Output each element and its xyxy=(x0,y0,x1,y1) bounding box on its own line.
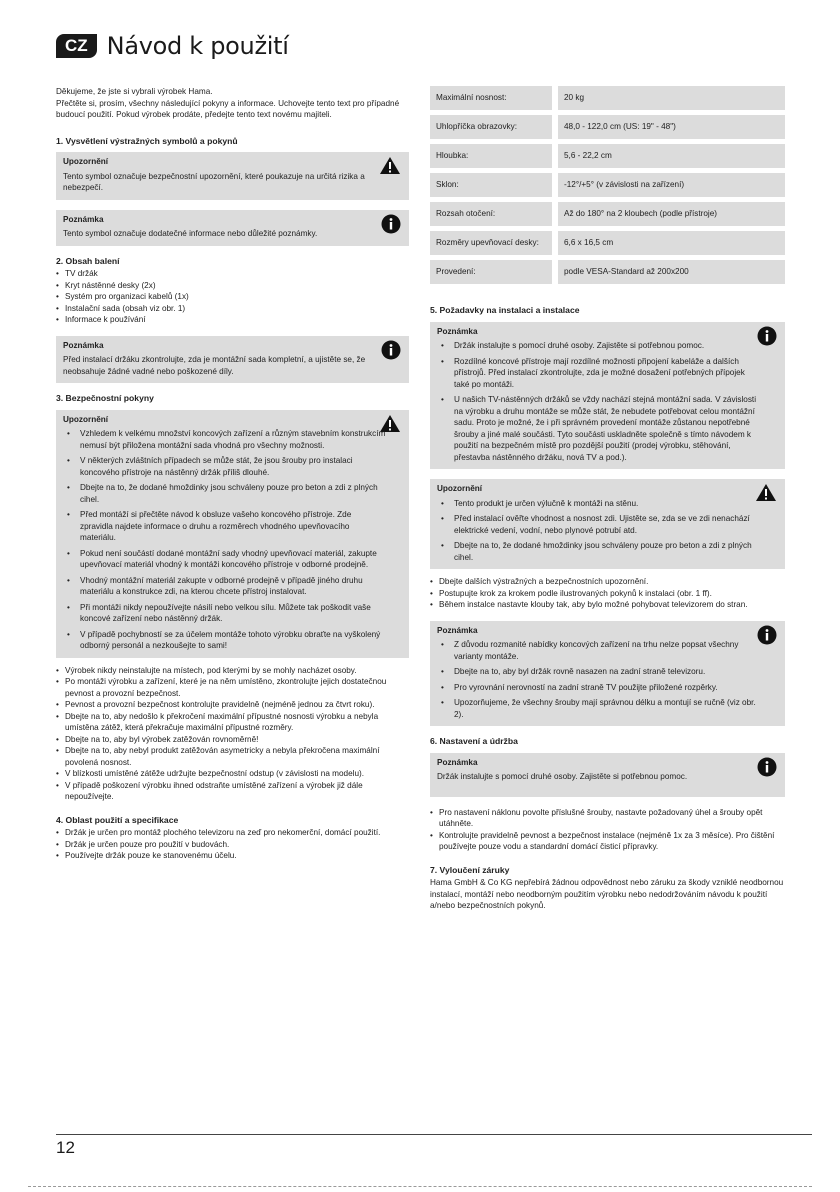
box-text: Tento symbol označuje dodatečné informace nebo důležité poznámky. xyxy=(63,229,318,238)
intro-line: Děkujeme, že jste si vybrali výrobek Hama. xyxy=(56,87,213,96)
box-heading: Upozornění xyxy=(437,484,483,493)
list-item: • Systém pro organizaci kabelů (1x) xyxy=(56,291,409,303)
note-list xyxy=(437,639,778,720)
note-box xyxy=(430,322,785,470)
list-item: • V některých zvláštních případech se může stát, že jsou šrouby pro instalaci koncového přístroje na nástěnný držák příliš dlouhé. xyxy=(63,455,386,478)
list-item: • TV držák xyxy=(56,268,409,280)
spec-key: Maximální nosnost: xyxy=(430,86,555,113)
spec-key: Hloubka: xyxy=(430,142,555,171)
specifications-table xyxy=(430,86,785,289)
spec-value: -12°/+5° (v závislosti na zařízení) xyxy=(555,171,785,200)
section-title: 4. Oblast použití a specifikace xyxy=(56,814,179,825)
language-badge: CZ xyxy=(56,34,97,58)
spec-key: Sklon: xyxy=(430,171,555,200)
box-heading: Upozornění xyxy=(63,157,109,166)
section-title: 7. Vyloučení záruky xyxy=(430,864,510,875)
note-box xyxy=(56,336,409,384)
safety-list xyxy=(56,665,409,803)
note-box xyxy=(56,210,409,246)
table-row xyxy=(430,113,785,142)
spec-key: Rozsah otočení: xyxy=(430,200,555,229)
list-item: • V blízkosti umístěné zátěže udržujte bezpečnostní odstup (v závislosti na modelu). xyxy=(56,768,409,780)
table-row xyxy=(430,142,785,171)
spec-value: podle VESA-Standard až 200x200 xyxy=(555,258,785,287)
list-item: • Před montáží si přečtěte návod k obsluze vašeho koncového přístroje. Zde zpravidla najdete informace o druhu a rozměrech vhodného upevňovacího materiálu. xyxy=(63,509,386,544)
list-item: • Dbejte na to, aby byl držák rovně nasazen na zadní straně televizoru. xyxy=(437,666,762,678)
right-column xyxy=(430,86,785,912)
spec-value: Až do 180° na 2 kloubech (podle přístroje) xyxy=(555,200,785,229)
list-item: • Při montáži nikdy nepoužívejte násilí nebo velkou sílu. Můžete tak poškodit vaše koncové zařízení nebo nástěnný držák. xyxy=(63,602,386,625)
list-item: • Dbejte na to, aby nedošlo k překročení maximální přípustné nosnosti výrobku a nebyla umístěna zátěž, která překračuje maximální přípustné rozměry. xyxy=(56,711,409,734)
list-item: • Kontrolujte pravidelně pevnost a bezpečnost instalace (nejméně 1x za 3 měsíce). Pro čištění používejte pouze vodu a standardní domácí čisticí přípravky. xyxy=(430,830,785,853)
list-item: • Výrobek nikdy neinstalujte na místech, pod kterými by se mohly nacházet osoby. xyxy=(56,665,409,677)
crop-line xyxy=(28,1186,812,1187)
table-row xyxy=(430,229,785,258)
list-item: • Upozorňujeme, že všechny šrouby mají správnou délku a montují se ručně (viz obr. 2). xyxy=(437,697,762,720)
box-heading: Poznámka xyxy=(63,340,104,350)
list-item: • Pro vyrovnání nerovností na zadní straně TV použijte přiložené rozpěrky. xyxy=(437,682,762,694)
list-item: • Dbejte dalších výstražných a bezpečnostních upozornění. xyxy=(430,576,785,588)
spec-key: Provedení: xyxy=(430,258,555,287)
warning-box xyxy=(430,479,785,569)
box-heading: Poznámka xyxy=(437,757,478,767)
list-item: • Rozdílné koncové přístroje mají rozdílné možnosti připojení kabeláže a dalších přístrojů. Před instalací zkontrolujte, zda je možné dosažení potřebných přípojek také po montáži. xyxy=(437,356,762,391)
box-heading: Poznámka xyxy=(437,326,478,336)
list-item: • Instalační sada (obsah viz obr. 1) xyxy=(56,303,409,315)
list-item: • Držák je určen pro montáž plochého televizoru na zeď pro nekomerční, domácí použití. xyxy=(56,827,409,839)
warning-box xyxy=(56,410,409,658)
list-item: • Vzhledem k velkému množství koncových zařízení a různým stavebním konstrukcím nemusí být přiložena montážní sada vhodná pro všechny možnosti. xyxy=(63,428,386,451)
usage-list xyxy=(56,827,409,862)
info-icon xyxy=(381,340,401,360)
table-row xyxy=(430,171,785,200)
warning-triangle-icon xyxy=(379,156,401,175)
warning-list xyxy=(437,498,778,564)
box-heading: Upozornění xyxy=(63,414,109,424)
list-item: • Pro nastavení náklonu povolte příslušné šrouby, nastavte požadovaný úhel a šrouby opět utáhněte. xyxy=(430,807,785,830)
list-item: • Dbejte na to, že dodané hmoždinky jsou schváleny pouze pro beton a zdi z plných cihel. xyxy=(63,482,386,505)
package-contents-list xyxy=(56,268,409,326)
table-row xyxy=(430,258,785,287)
section-title: 6. Nastavení a údržba xyxy=(430,736,518,746)
spec-key: Rozměry upevňovací desky: xyxy=(430,229,555,258)
list-item: • Vhodný montážní materiál zakupte v odborné prodejně v případě jiného druhu materiálu a konstrukce zdi, na kterou chcete přístroj instalovat. xyxy=(63,575,386,598)
list-item: • Informace k používání xyxy=(56,314,409,326)
list-item: • V případě pochybností se za účelem montáže tohoto výrobku obraťte na vyškolený odborný personál a nezkoušejte to sami! xyxy=(63,629,386,652)
warranty-text: Hama GmbH & Co KG nepřebírá žádnou odpovědnost nebo záruku za škody vzniklé neodbornou instalací, montáží nebo neodborným použitím výrobku nebo nedodržováním návodu k použití a/nebo bezpečnostních pokynů. xyxy=(430,878,784,910)
section-title: 5. Požadavky na instalaci a instalace xyxy=(430,305,580,315)
intro-line: Přečtěte si, prosím, všechny následující pokyny a informace. Uchovejte tento text pro případné budoucí použití. Pokud výrobek prodáte, předejte tento text novému majiteli. xyxy=(56,98,400,119)
spec-value: 6,6 x 16,5 cm xyxy=(555,229,785,258)
box-text: Před instalací držáku zkontrolujte, zda je montážní sada kompletní, a ujistěte se, že neobsahuje žádné vadné nebo poškozené díly. xyxy=(63,355,366,376)
document-title: Návod k použití xyxy=(106,32,289,60)
info-icon xyxy=(381,214,401,234)
box-heading: Poznámka xyxy=(437,625,478,635)
note-box xyxy=(430,621,785,727)
list-item: • Používejte držák pouze ke stanovenému účelu. xyxy=(56,850,409,862)
spec-value: 5,6 - 22,2 cm xyxy=(555,142,785,171)
warning-list xyxy=(63,428,402,652)
section-title: 3. Bezpečnostní pokyny xyxy=(56,393,154,403)
list-item: • Držák je určen pouze pro použití v budovách. xyxy=(56,839,409,851)
list-item: • Pevnost a provozní bezpečnost kontrolujte pravidelně (nejméně jednou za čtvrt roku). xyxy=(56,699,409,711)
list-item: • Z důvodu rozmanité nabídky koncových zařízení na trhu nelze popsat všechny varianty montáže. xyxy=(437,639,762,662)
table-row xyxy=(430,86,785,113)
box-heading: Poznámka xyxy=(63,214,104,224)
footer-divider xyxy=(56,1134,812,1135)
note-box xyxy=(430,753,785,797)
list-item: • Dbejte na to, aby nebyl produkt zatěžován asymetricky a nebyla překročena maximální povolená nosnost. xyxy=(56,745,409,768)
spec-value: 20 kg xyxy=(555,86,785,113)
box-text: Tento symbol označuje bezpečnostní upozornění, které poukazuje na určitá rizika a nebezpečí. xyxy=(63,171,365,192)
maintenance-list xyxy=(430,807,785,853)
spec-value: 48,0 - 122,0 cm (US: 19" - 48") xyxy=(555,113,785,142)
section-title: 2. Obsah balení xyxy=(56,255,120,266)
box-text: Držák instalujte s pomocí druhé osoby. Zajistěte si potřebnou pomoc. xyxy=(437,772,688,781)
list-item: • Postupujte krok za krokem podle ilustrovaných pokynů k instalaci (obr. 1 ff). xyxy=(430,588,785,600)
spec-key: Uhlopříčka obrazovky: xyxy=(430,113,555,142)
list-item: • Dbejte na to, že dodané hmoždinky jsou schváleny pouze pro beton a zdi z plných cihel. xyxy=(437,540,762,563)
left-column xyxy=(56,86,409,862)
list-item: • Před instalací ověřte vhodnost a nosnost zdi. Ujistěte se, zda se ve zdi nenachází elektrické vedení, vodní, nebo plynové potrubí atd. xyxy=(437,513,762,536)
page-number: 12 xyxy=(56,1138,75,1157)
list-item: • Kryt nástěnné desky (2x) xyxy=(56,280,409,292)
list-item: • Dbejte na to, aby byl výrobek zatěžován rovnoměrně! xyxy=(56,734,409,746)
list-item: • U našich TV-nástěnných držáků se vždy nachází stejná montážní sada. V závislosti na výrobku a druhu montáže se může stát, že nebudete potřebovat celou montážní sadu. Proto je možné, že i při správném provedení montáže zůstanou nepotřebné šrouby a jiné malé součásti. Tyto součásti uskladněte společně s tímto návodem k použití na bezpečném místě pro pozdější použití (prodej výrobku, stěhování, přestavba nástěnného držáku, nová TV a pod.). xyxy=(437,394,762,463)
list-item: • Držák instalujte s pomocí druhé osoby. Zajistěte si potřebnou pomoc. xyxy=(437,340,762,352)
list-item: • Pokud není součástí dodané montážní sady vhodný upevňovací materiál, zakupte upevňovací materiál vhodný k montáži koncového přístroje v odborné prodejně. xyxy=(63,548,386,571)
list-item: • Tento produkt je určen výlučně k montáži na stěnu. xyxy=(437,498,762,510)
table-row xyxy=(430,200,785,229)
note-list xyxy=(437,340,778,463)
list-item: • V případě poškození výrobku ihned odstraňte umístěné zařízení a výrobek již dále nepoužívejte. xyxy=(56,780,409,803)
installation-list xyxy=(430,576,785,611)
list-item: • Po montáži výrobku a zařízení, které je na něm umístěno, zkontrolujte jejich dostatečnou pevnost a provozní bezpečnost. xyxy=(56,676,409,699)
section-title: 1. Vysvětlení výstražných symbolů a pokynů xyxy=(56,135,238,146)
page-header xyxy=(56,30,289,62)
list-item: • Během instalce nastavte klouby tak, aby bylo možné pohybovat televizorem do stran. xyxy=(430,599,785,611)
warning-box xyxy=(56,152,409,200)
info-icon xyxy=(757,757,777,777)
